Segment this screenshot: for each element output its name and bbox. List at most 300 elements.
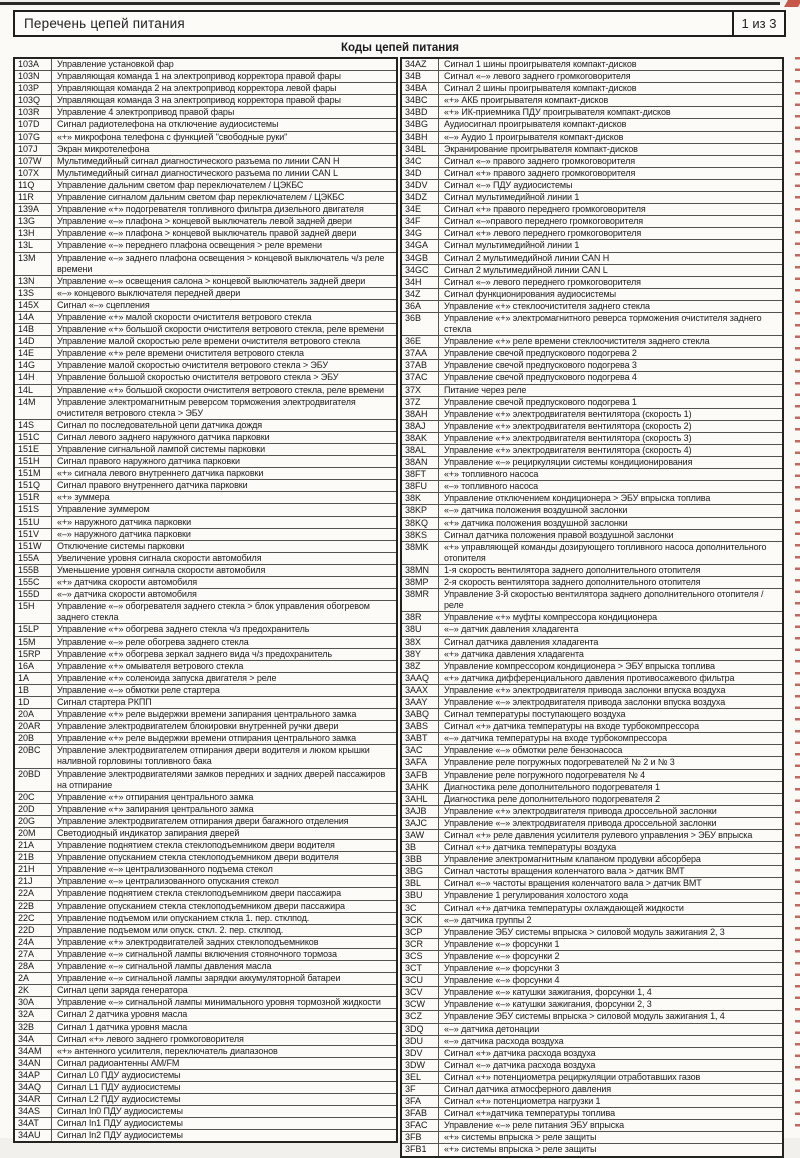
circuit-description: Сигнал 2 мультимедийной линии CAN H — [444, 252, 610, 263]
circuit-code: 37X — [402, 385, 439, 396]
circuit-description: Аудиосигнал проигрывателя компакт-дисков — [444, 119, 627, 130]
page-number: 1 из 3 — [732, 12, 784, 35]
circuit-code: 21H — [15, 864, 52, 875]
table-row — [15, 709, 396, 721]
table-row — [402, 107, 782, 119]
circuit-description: Сигнал радиотелефона на отключение аудиосистемы — [57, 119, 279, 130]
table-row — [15, 71, 396, 83]
table-row — [15, 589, 396, 601]
circuit-description: Сигнал правого наружного датчика парковки — [57, 456, 240, 467]
circuit-code: 20D — [15, 804, 52, 815]
circuit-description: Сигнал цепи заряда генератора — [57, 985, 188, 996]
table-row — [15, 156, 396, 168]
circuit-description: Управление дальним светом фар переключателем / ЦЭКБС — [57, 179, 304, 190]
circuit-description: Управление «–» сигнальной лампы включения стояночного тормоза — [57, 948, 337, 959]
circuit-code: 13L — [15, 240, 52, 251]
circuit-code: 3ABQ — [402, 709, 439, 720]
table-row — [15, 1034, 396, 1046]
table-row — [402, 637, 782, 649]
circuit-code: 11Q — [15, 180, 52, 191]
circuit-code: 155A — [15, 553, 52, 564]
table-row — [15, 348, 396, 360]
table-row — [15, 949, 396, 961]
circuit-description: Сигнал 2 мультимедийной линии CAN L — [444, 264, 608, 275]
circuit-description: Уменьшение уровня сигнала скорости автомобиля — [57, 564, 266, 575]
circuit-code: 38MN — [402, 565, 439, 576]
table-row — [15, 216, 396, 228]
circuit-description: Управление «–» обмотки реле бензонасоса — [444, 745, 623, 756]
circuit-description: Сигнал левого заднего наружного датчика парковки — [57, 431, 270, 442]
table-row — [402, 119, 782, 131]
circuit-description: Сигнал правого внутреннего датчика парковки — [57, 480, 248, 491]
table-row — [402, 180, 782, 192]
circuit-code: 20AR — [15, 721, 52, 732]
circuit-code: 3F — [402, 1084, 439, 1095]
circuit-code: 3CS — [402, 951, 439, 962]
circuit-code: 3CR — [402, 939, 439, 950]
table-row — [15, 228, 396, 240]
table-row — [402, 530, 782, 542]
circuit-code: 3CU — [402, 975, 439, 986]
circuit-description: Сигнал «+» датчика температуры воздуха — [444, 842, 617, 853]
circuit-code: 38MK — [402, 542, 439, 564]
circuit-code: 14G — [15, 360, 52, 371]
table-row — [15, 204, 396, 216]
table-row — [402, 1096, 782, 1108]
circuit-description: Управление «–» сигнальной лампы зарядки аккумуляторной батареи — [57, 973, 341, 984]
circuit-code: 3FB — [402, 1132, 439, 1143]
circuit-description: Управление «+» электродвигателя вентилятора (скорость 3) — [444, 432, 692, 443]
table-row — [15, 565, 396, 577]
circuit-code: 151H — [15, 456, 52, 467]
table-row — [402, 890, 782, 902]
circuit-description: Управление «–» освещения салона > концевой выключатель задней двери — [57, 275, 366, 286]
circuit-description: Сигнал частоты вращения коленчатого вала > датчик ВМТ — [444, 866, 685, 877]
circuit-description: Управление «+» обогрева зеркал заднего вида ч/з предохранитель — [57, 648, 333, 659]
table-row — [15, 456, 396, 468]
circuit-code: 3AAY — [402, 697, 439, 708]
circuit-code: 13N — [15, 276, 52, 287]
circuit-description: «–» Аудио 1 проигрывателя компакт-дисков — [444, 131, 624, 142]
circuit-description: «+» наружного датчика парковки — [57, 516, 192, 527]
circuit-description: Питание через реле — [444, 384, 527, 395]
circuit-description: Сигнал «–» датчика расхода воздуха — [444, 1059, 596, 1070]
circuit-code: 14H — [15, 372, 52, 383]
table-row — [402, 144, 782, 156]
circuit-code: 34AM — [15, 1046, 52, 1057]
circuit-description: «+» датчика положения воздушной заслонки — [444, 517, 628, 528]
table-row — [402, 878, 782, 890]
table-row — [15, 769, 396, 792]
circuit-description: Сигнал L0 ПДУ аудиосистемы — [57, 1069, 181, 1080]
table-row — [402, 397, 782, 409]
table-row — [402, 301, 782, 313]
circuit-description: Сигнал «+» левого переднего громкоговорителя — [444, 228, 642, 239]
circuit-description: Сигнал датчика давления хладагента — [444, 636, 599, 647]
circuit-code: 34AU — [15, 1130, 52, 1141]
circuit-code: 3FAC — [402, 1120, 439, 1131]
table-row — [15, 192, 396, 204]
circuit-code: 13G — [15, 216, 52, 227]
table-row — [15, 601, 396, 624]
table-row — [15, 324, 396, 336]
table-row — [402, 372, 782, 384]
circuit-code: 14S — [15, 420, 52, 431]
circuit-description: Сигнал «–» левого переднего громкоговорителя — [444, 276, 641, 287]
circuit-description: Управление «+» большой скорости очистителя ветрового стекла, реле времени — [57, 324, 384, 335]
circuit-code: 38MR — [402, 589, 439, 611]
circuit-code: 151S — [15, 504, 52, 515]
circuit-code: 1D — [15, 697, 52, 708]
circuit-code: 151V — [15, 529, 52, 540]
table-row — [402, 1024, 782, 1036]
table-row — [402, 649, 782, 661]
circuit-description: Управление «+» реле выдержки времени отпирания центрального замка — [57, 733, 357, 744]
table-row — [402, 360, 782, 372]
table-row — [15, 504, 396, 516]
circuit-description: Сигнал 2 шины проигрывателя компакт-дисков — [444, 83, 637, 94]
circuit-code: 34C — [402, 156, 439, 167]
circuit-code: 38MP — [402, 577, 439, 588]
circuit-description: Управление «–» катушки зажигания, форсунки 1, 4 — [444, 987, 652, 998]
table-row — [15, 553, 396, 565]
circuit-code: 22A — [15, 888, 52, 899]
table-row — [402, 951, 782, 963]
circuit-description: Сигнал 2 датчика уровня масла — [57, 1009, 188, 1020]
circuit-description: Управление «–» форсунки 3 — [444, 963, 560, 974]
table-row — [402, 518, 782, 530]
circuit-description: Сигнал радиоантенны AM/FM — [57, 1057, 180, 1068]
circuit-description: Сигнал 1 датчика уровня масла — [57, 1021, 188, 1032]
circuit-code: 34DZ — [402, 192, 439, 203]
table-row — [402, 612, 782, 624]
circuit-code: 34GC — [402, 265, 439, 276]
circuit-code: 1A — [15, 673, 52, 684]
table-row — [15, 468, 396, 480]
table-row — [15, 59, 396, 71]
circuit-code: 36A — [402, 301, 439, 312]
circuit-description: Управление «+» большой скорости очистителя ветрового стекла, реле времени — [57, 384, 384, 395]
circuit-code: 34BH — [402, 132, 439, 143]
circuit-description: Сигнал «+» реле давления усилителя рулевого управления > ЭБУ впрыска — [444, 830, 753, 840]
table-row — [15, 649, 396, 661]
table-row — [15, 577, 396, 589]
circuit-code: 34GB — [402, 253, 439, 264]
circuit-code: 36E — [402, 336, 439, 347]
circuit-code: 15H — [15, 601, 52, 623]
table-row — [402, 1036, 782, 1048]
circuit-code: 3AFA — [402, 757, 439, 768]
table-row — [402, 915, 782, 927]
table-row — [402, 661, 782, 673]
circuit-code: 38KQ — [402, 518, 439, 529]
circuit-code: 34BG — [402, 119, 439, 130]
table-row — [15, 792, 396, 804]
circuit-code: 107W — [15, 156, 52, 167]
circuit-description: Управление зуммером — [57, 504, 150, 515]
table-row — [15, 240, 396, 252]
table-row — [402, 927, 782, 939]
table-row — [402, 253, 782, 265]
circuit-description: Отключение системы парковки — [57, 540, 185, 551]
circuit-description: Управление установкой фар — [57, 59, 174, 69]
table-row — [402, 132, 782, 144]
table-row — [402, 168, 782, 180]
table-row — [15, 168, 396, 180]
table-row — [402, 505, 782, 517]
circuit-description: Управление «–» электродвигателя привода дроссельной заслонки — [444, 817, 717, 828]
table-row — [402, 59, 782, 71]
circuit-code: 38KP — [402, 505, 439, 516]
table-row — [15, 637, 396, 649]
table-row — [402, 204, 782, 216]
circuit-description: Сигнал «+» потенциометра нагрузки 1 — [444, 1096, 601, 1107]
circuit-code: 38AL — [402, 445, 439, 456]
circuit-code: 3ABT — [402, 733, 439, 744]
circuit-description: Сигнал «–» сцепления — [57, 299, 150, 310]
circuit-code: 20A — [15, 709, 52, 720]
table-row — [15, 1070, 396, 1082]
circuit-description: «–» наружного датчика парковки — [57, 528, 191, 539]
circuit-description: Управление «–» плафона > концевой выключатель правой задней двери — [57, 228, 357, 239]
circuit-description: Сигнал функционирования аудиосистемы — [444, 288, 617, 299]
circuit-description: Управление свечой предпускового подогрева 4 — [444, 372, 637, 383]
table-row — [15, 1058, 396, 1070]
table-row — [402, 289, 782, 301]
table-row — [15, 480, 396, 492]
table-row — [15, 95, 396, 107]
circuit-description: «–» датчика детонации — [444, 1023, 540, 1034]
circuit-description: Управление сигнальной лампой системы парковки — [57, 444, 265, 454]
circuit-code: 38AJ — [402, 421, 439, 432]
table-row — [402, 963, 782, 975]
table-row — [402, 348, 782, 360]
circuit-description: «–» датчик давления хладагента — [444, 624, 579, 635]
circuit-code: 3BG — [402, 866, 439, 877]
circuit-code: 3CT — [402, 963, 439, 974]
circuit-code: 3FA — [402, 1096, 439, 1107]
circuit-code: 34AQ — [15, 1082, 52, 1093]
circuit-code: 34Z — [402, 289, 439, 300]
table-row — [402, 313, 782, 336]
circuit-code: 103N — [15, 71, 52, 82]
table-row — [15, 973, 396, 985]
circuit-description: Управление «+» запирания центрального замка — [57, 803, 254, 814]
table-row — [15, 300, 396, 312]
table-row — [15, 253, 396, 276]
scan-red-corner-mark — [784, 0, 800, 7]
table-row — [15, 517, 396, 529]
circuit-code: 37AC — [402, 372, 439, 383]
circuit-code: 15LP — [15, 624, 52, 635]
circuit-description: Сигнал «–» правого заднего громкоговорителя — [444, 155, 636, 166]
circuit-description: Управляющая команда 1 на электропривод корректора правой фары — [57, 71, 341, 82]
circuit-description: Управление «+» подогревателя топливного фильтра дизельного двигателя — [57, 204, 364, 215]
table-row — [15, 180, 396, 192]
table-row — [402, 806, 782, 818]
table-row — [15, 312, 396, 324]
circuit-code: 38Y — [402, 649, 439, 660]
table-row — [15, 492, 396, 504]
circuit-description: Управление реле погружных подогревателей № 2 и № 3 — [444, 757, 675, 768]
table-row — [15, 385, 396, 397]
circuit-description: Сигнал «+» датчика температуры на входе турбокомпрессора — [444, 721, 699, 732]
table-row — [402, 433, 782, 445]
table-row — [15, 925, 396, 937]
circuit-code: 3FAB — [402, 1108, 439, 1119]
circuit-description: Управление ЭБУ системы впрыска > силовой модуль зажигания 2, 3 — [444, 926, 725, 937]
circuit-code: 155C — [15, 577, 52, 588]
table-row — [402, 745, 782, 757]
circuit-description: Управление «–» переднего плафона освещения > реле времени — [57, 240, 322, 251]
table-row — [15, 745, 396, 768]
circuit-description: Управление «–» централизованного опускания стекол — [57, 876, 279, 887]
circuit-description: Сигнал «+» левого заднего громкоговорителя — [57, 1033, 244, 1044]
circuit-description: Управление «–» форсунки 4 — [444, 975, 560, 986]
circuit-description: Сигнал «–» ПДУ аудиосистемы — [444, 179, 573, 190]
table-row — [15, 360, 396, 372]
table-row — [15, 804, 396, 816]
table-row — [15, 733, 396, 745]
circuit-code: 3BL — [402, 878, 439, 889]
circuit-description: «+» антенного усилителя, переключатель диапазонов — [57, 1045, 278, 1056]
circuit-description: «–» датчика скорости автомобиля — [57, 589, 197, 600]
circuit-code: 3DU — [402, 1036, 439, 1047]
circuit-code: 22B — [15, 901, 52, 912]
circuit-description: Управление «–» катушки зажигания, форсунки 2, 3 — [444, 999, 652, 1010]
circuit-code: 14E — [15, 348, 52, 359]
table-row — [402, 336, 782, 348]
circuit-code: 3AFB — [402, 770, 439, 781]
table-row — [15, 876, 396, 888]
table-row — [402, 493, 782, 505]
circuit-code: 20M — [15, 828, 52, 839]
circuit-code: 151U — [15, 517, 52, 528]
table-row — [15, 372, 396, 384]
circuit-description: «+» сигнала левого внутреннего датчика парковки — [57, 468, 264, 479]
table-row — [15, 119, 396, 131]
circuit-description: Сигнал «+» датчика расхода воздуха — [444, 1047, 596, 1058]
circuit-code: 3CP — [402, 927, 439, 938]
table-row — [402, 457, 782, 469]
page-title: Перечень цепей питания — [24, 16, 185, 31]
table-row — [402, 721, 782, 733]
table-row — [402, 445, 782, 457]
circuit-description: Управление опусканием стекла стеклоподъемником двери пассажира — [57, 900, 345, 911]
circuit-code: 107D — [15, 119, 52, 130]
circuit-code: 38FU — [402, 481, 439, 492]
circuit-description: «+» микрофона телефона с функцией "свободные руки" — [57, 131, 288, 142]
section-title: Коды цепей питания — [340, 42, 460, 54]
circuit-code: 21B — [15, 852, 52, 863]
circuit-code: 38AN — [402, 457, 439, 468]
circuit-code: 14D — [15, 336, 52, 347]
circuit-code: 38R — [402, 612, 439, 623]
circuit-description: Управление 3-й скоростью вентилятора заднего дополнительного отопителя / реле — [444, 589, 764, 611]
circuit-description: Управление «+» омывателя ветрового стекла — [57, 660, 244, 671]
table-row — [15, 673, 396, 685]
circuit-description: «+» датчика дифференциального давления противосажевого фильтра — [444, 672, 735, 683]
table-row — [402, 71, 782, 83]
table-row — [15, 937, 396, 949]
circuit-description: Управление 4 электропривод правой фары — [57, 107, 235, 118]
table-row — [402, 818, 782, 830]
table-row — [15, 397, 396, 420]
circuit-code: 36B — [402, 313, 439, 335]
table-row — [402, 83, 782, 95]
circuit-code: 3C — [402, 903, 439, 914]
table-row — [402, 939, 782, 951]
circuit-code: 3AC — [402, 745, 439, 756]
circuit-code: 1B — [15, 685, 52, 696]
circuit-code: 151C — [15, 432, 52, 443]
circuit-description: Управление «–» заднего плафона освещения > концевой выключатель ч/з реле времени — [57, 252, 385, 274]
circuit-description: Управление опусканием стекла стеклоподъемником двери водителя — [57, 852, 339, 863]
circuit-description: Сигнал «–» частоты вращения коленчатого вала > датчик ВМТ — [444, 878, 702, 889]
circuit-code: 34D — [402, 168, 439, 179]
circuit-code: 20B — [15, 733, 52, 744]
circuit-description: Управление «–» плафона > концевой выключатель левой задней двери — [57, 216, 352, 227]
table-row — [402, 866, 782, 878]
circuit-code: 155B — [15, 565, 52, 576]
table-row — [15, 997, 396, 1009]
circuit-code: 34GA — [402, 240, 439, 251]
circuit-code: 107G — [15, 132, 52, 143]
table-row — [15, 541, 396, 553]
circuit-code: 3CK — [402, 915, 439, 926]
table-row — [15, 828, 396, 840]
table-row — [402, 1072, 782, 1084]
circuit-description: Управление «+» электродвигателя вентилятора (скорость 1) — [444, 408, 692, 419]
table-row — [15, 1130, 396, 1141]
circuit-description: Управление электродвигателями замков передних и задних дверей пассажиров на отпирание — [57, 768, 386, 790]
circuit-description: Управление «+» стеклоочистителя заднего стекла — [444, 300, 650, 311]
circuit-description: Управление реле погружного подогревателя № 4 — [444, 769, 646, 780]
circuit-code: 20BC — [15, 745, 52, 767]
circuit-code: 103A — [15, 59, 52, 70]
table-row — [402, 1132, 782, 1144]
circuit-description: Управление малой скоростью реле времени очистителя ветрового стекла — [57, 336, 361, 347]
circuit-code: 3DQ — [402, 1024, 439, 1035]
circuit-code: 13S — [15, 288, 52, 299]
circuit-description: Управляющая команда 3 на электропривод корректора правой фары — [57, 95, 341, 106]
circuit-description: Мультимедийный сигнал диагностического разъема по линии CAN H — [57, 155, 340, 166]
circuit-code: 103Q — [15, 95, 52, 106]
circuit-description: Сигнал 1 шины проигрывателя компакт-дисков — [444, 59, 637, 69]
circuit-code: 3FB1 — [402, 1144, 439, 1155]
table-row — [402, 999, 782, 1011]
table-row — [402, 265, 782, 277]
circuit-code: 34AS — [15, 1106, 52, 1117]
circuit-description: Управление «–» рециркуляции системы кондиционирования — [444, 457, 693, 468]
table-row — [15, 444, 396, 456]
circuit-code: 21A — [15, 840, 52, 851]
circuit-code: 14M — [15, 397, 52, 419]
table-row — [402, 624, 782, 636]
table-row — [402, 277, 782, 289]
circuit-description: 2-я скорость вентилятора заднего дополнительного отопителя — [444, 577, 701, 588]
circuit-description: Управление отключением кондиционера > ЭБУ впрыска топлива — [444, 493, 711, 504]
table-row — [402, 842, 782, 854]
circuit-description: «+» датчика давления хладагента — [444, 648, 584, 659]
table-row — [15, 661, 396, 673]
circuit-code: 30A — [15, 997, 52, 1008]
circuit-description: Сигнал мультимедийной линии 1 — [444, 192, 580, 203]
circuit-code: 2K — [15, 985, 52, 996]
circuit-code: 38X — [402, 637, 439, 648]
table-row — [15, 685, 396, 697]
circuit-description: Управление «+» электродвигателя привода заслонки впуска воздуха — [444, 684, 726, 695]
